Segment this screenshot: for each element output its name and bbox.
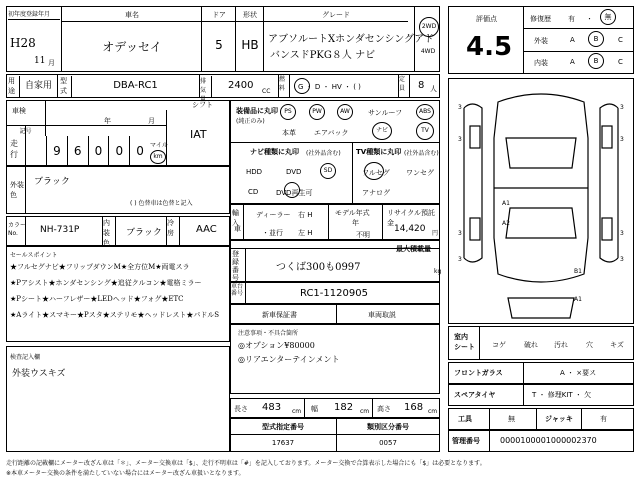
mileage-digits [46, 136, 150, 166]
spare-value: T ・ 修理KIT ・ 欠 [532, 391, 592, 399]
equip-abs-circled: ABS [416, 104, 434, 120]
recycle-label: リサイクル預託金 [382, 204, 440, 240]
footer-line2: ※本車メーター交換の条件を満たしていない場合にはメーター改ざん車扱いとなります。 [6, 470, 245, 477]
tv-title: TV種類に丸印 [356, 148, 402, 156]
color-code-label: カラー No. [6, 216, 26, 246]
tv-oneseg: ワンセグ [406, 169, 434, 177]
equip-leather: 本革 [282, 129, 296, 137]
interior-item: 破れ [524, 341, 538, 349]
reg-month: 11 [34, 56, 46, 66]
navi-dvd-play: DVD再生可 [276, 189, 313, 197]
interior-item: コゲ [492, 341, 506, 349]
mileage-digit: 0 [108, 136, 129, 166]
footer-line1: 走行距離の記載欄にメーター改ざん車は「＊」、メーター交換車は「$」、走行不明車は「#」を記入しております。メーター交換で合算表示した場合にも「$」は必要となります。 [6, 460, 486, 467]
car-outline-svg [448, 78, 634, 324]
diagram-label: A1 [502, 200, 510, 207]
inspector-box [6, 346, 230, 452]
score-label: 評価点 [476, 15, 497, 23]
navi-hdd: HDD [246, 168, 263, 176]
tv-analog: アナログ [362, 189, 390, 197]
ext-grade-b-circled: B [588, 31, 604, 47]
inspector-note: 外装ウスキズ [12, 369, 66, 379]
warranty-manual: 車両取説 [368, 311, 396, 319]
class-no: 0057 [379, 439, 397, 447]
model-year-label: モデル年式 [328, 204, 382, 240]
color-note: ( ) 色替車は色替と記入 [130, 200, 193, 207]
equip-tv-circled: TV [416, 122, 434, 140]
int-grade-c: C [618, 58, 623, 66]
reg-year: H28 [10, 36, 36, 50]
color-label: 外装色 [6, 166, 26, 214]
first-reg-label: 初年度登録年月 [8, 9, 60, 20]
mgmt-value: 0000100001000002370 [500, 436, 597, 445]
ext-grade-a: A [570, 36, 575, 44]
mgmt-label: 管理番号 [448, 430, 490, 452]
cap-unit: 人 [430, 85, 437, 93]
ac-value: AAC [196, 224, 217, 235]
sales-point-line: ★フルセグナビ★フリップダウンM★全方位M★両電スラ [10, 263, 190, 271]
class-no-label: 類別区分番号 [367, 423, 409, 431]
chassis-value: RC1-1120905 [300, 288, 368, 299]
front-glass-value: A ・ ×要ス [560, 369, 597, 377]
notes-line2: ◎リアエンターテインメント [238, 355, 340, 364]
diagram-label: A2 [502, 220, 510, 227]
diagram-label: 3 [620, 230, 624, 237]
inspector-title: 検査記入欄 [10, 354, 41, 361]
repair-yes: 有 [568, 15, 575, 23]
type-no: 17637 [271, 439, 295, 447]
spare-label: スペアタイヤ [448, 384, 524, 406]
diagram-label: 3 [458, 136, 462, 143]
import-right: 右 H [298, 211, 313, 219]
mileage-digit: 0 [88, 136, 109, 166]
equip-aw-circled: AW [337, 104, 353, 120]
inspection-month: 月 [148, 117, 155, 125]
plate-label: 登録番号 [230, 248, 246, 282]
disp-unit: CC [262, 88, 271, 95]
interior-color: ブラック [126, 228, 162, 238]
inspection-year: 年 [104, 117, 111, 125]
import-dealer: ディーラー [256, 211, 291, 219]
jack-value: 有 [600, 415, 607, 423]
cap-label: 定員 [398, 74, 410, 98]
exterior-label: 外装 [534, 37, 548, 45]
equipment-subtitle: (純正のみ) [236, 118, 265, 125]
equip-pw-circled: PW [309, 104, 325, 120]
length-value: 483 [262, 402, 282, 413]
grade-line1: アブソルートXホンダセンシングアド [268, 34, 435, 45]
notes-title: 注意事項・不具合箇所 [238, 330, 299, 337]
model-label: 型式 [58, 76, 72, 98]
shape-value: HB [241, 38, 259, 52]
grade-label: グレード [264, 10, 408, 22]
model-year-year: 年 [352, 219, 359, 227]
equip-ps-circled: PS [280, 104, 296, 120]
sales-point-line: ★Aライト★スマキー★Pスタ★ステリモ★ヘッドレスト★パドルS [10, 311, 219, 319]
interior-color-label: 内装色 [102, 216, 116, 246]
recycle-unit: 円 [432, 230, 439, 237]
height-unit: cm [428, 408, 438, 415]
navi-dvd-play-circle [284, 182, 300, 198]
width-label: 幅 [304, 398, 318, 418]
car-name-label: 車名 [62, 10, 202, 22]
fuel-label: 燃料 [278, 74, 290, 98]
use-label: 用途 [6, 76, 20, 98]
color-code: NH-731P [40, 225, 80, 235]
jack-label: ジャッキ [536, 408, 582, 430]
mileage-unit-km-circled: km [150, 150, 166, 164]
mileage-digit: 0 [129, 136, 150, 166]
cap-value: 8 [418, 80, 425, 91]
disp-label: 排気量 [200, 76, 212, 98]
grade-line2: バンスドPKG８人 ナビ [270, 50, 376, 61]
height-label: 高さ [372, 398, 391, 418]
int-grade-b-circled: B [588, 53, 604, 69]
navi-sd-circled: SD [320, 163, 336, 179]
reg-month-unit: 月 [48, 59, 55, 67]
notes-line1: ◎オプション¥80000 [238, 341, 315, 350]
width-value: 182 [334, 402, 354, 413]
navi-dvd: DVD [286, 168, 302, 176]
repair-label: 修復歴 [530, 15, 551, 23]
diagram-label: 3 [620, 256, 624, 263]
width-unit: cm [360, 408, 370, 415]
length-unit: cm [292, 408, 302, 415]
max-load-label: 最大積載量 [396, 245, 431, 253]
mileage-label: 走行 [6, 126, 26, 166]
mileage-label-small: 記号 [6, 126, 46, 136]
plate-value: つくば300も0997 [276, 262, 361, 273]
int-grade-a: A [570, 58, 575, 66]
inspection-label: 車検 [6, 100, 46, 126]
shape-label: 形状 [236, 10, 264, 22]
height-value: 168 [404, 402, 424, 413]
tv-sub: (社外品含む) [404, 150, 439, 157]
equip-airbag: エアバック [314, 129, 349, 137]
sales-points-title: セールスポイント [10, 252, 58, 259]
diagram-label: B1 [574, 268, 582, 275]
ac-label: 冷房 [166, 216, 180, 246]
model-value: DBA-RC1 [72, 74, 200, 98]
sales-point-line: ★Pシート★ハーフレザー★LEDヘッド★フォグ★ETC [10, 295, 184, 303]
diagram-label: 3 [620, 136, 624, 143]
doors-value: 5 [215, 38, 223, 52]
navi-cd: CD [248, 188, 259, 196]
tv-fullseg: フルセグ [362, 169, 390, 177]
navi-title: ナビ種類に丸印 [250, 148, 299, 156]
import-kind-label: 車 [234, 225, 241, 233]
repair-dot: ・ [586, 15, 593, 23]
fuel-options: G ・ D ・ HV ・ ( ) [298, 83, 361, 91]
drive-2wd-circled: 2WD [419, 17, 439, 37]
recycle-value: 14,420 [394, 224, 426, 234]
car-name: オデッセイ [102, 40, 162, 54]
drive-4wd: 4WD [420, 48, 436, 55]
type-no-label: 型式指定番号 [262, 423, 304, 431]
ext-grade-c: C [618, 36, 623, 44]
max-load-unit: kg [434, 268, 442, 275]
diagram-label: A1 [574, 296, 582, 303]
diagram-label: 3 [458, 230, 462, 237]
model-year-unknown: 不明 [356, 231, 370, 239]
equip-navi-circled: ナビ [372, 122, 392, 140]
mileage-unit-mile: マイル [150, 142, 168, 149]
interior-item: キズ [610, 341, 624, 349]
mileage-digit: 9 [46, 136, 67, 166]
diagram-label: 3 [458, 256, 462, 263]
shift-label: シフト [192, 101, 213, 109]
interior-item: 汚れ [554, 341, 568, 349]
front-glass-label: フロントガラス [448, 362, 524, 384]
diagram-label: 3 [458, 104, 462, 111]
repair-no-circled: 無 [600, 9, 616, 25]
interior-seat-label: 室内 シート [448, 326, 480, 360]
sales-point-line: ★Pアシスト★ホンダセンシング★追従クルコン★電格ミラー [10, 279, 202, 287]
warranty-new: 新車保証書 [262, 311, 297, 319]
mileage-digit: 6 [67, 136, 88, 166]
equip-sunroof: サンルーフ [368, 109, 403, 117]
length-label: 長さ [234, 405, 248, 413]
import-left: 左 H [298, 229, 313, 237]
interior-label: 内装 [534, 59, 548, 67]
use-value: 自家用 [20, 74, 58, 98]
disp-value: 2400 [228, 80, 254, 91]
equipment-title: 装備品に丸印 [236, 107, 278, 115]
chassis-label: 車台番号 [230, 282, 246, 304]
shift-value: IAT [166, 110, 230, 166]
import-parallel: ・並行 [262, 229, 283, 237]
score-value: 4.5 [466, 32, 513, 62]
diagram-label: 3 [620, 104, 624, 111]
doors-label: ドア [202, 10, 236, 22]
color-value: ブラック [34, 177, 70, 187]
interior-item: 穴 [586, 341, 593, 349]
tools-label: 工具 [448, 408, 490, 430]
navi-sub: (社外品含む) [306, 150, 341, 157]
import-label: 輸入 [230, 204, 244, 240]
tools-value: 無 [508, 415, 515, 423]
